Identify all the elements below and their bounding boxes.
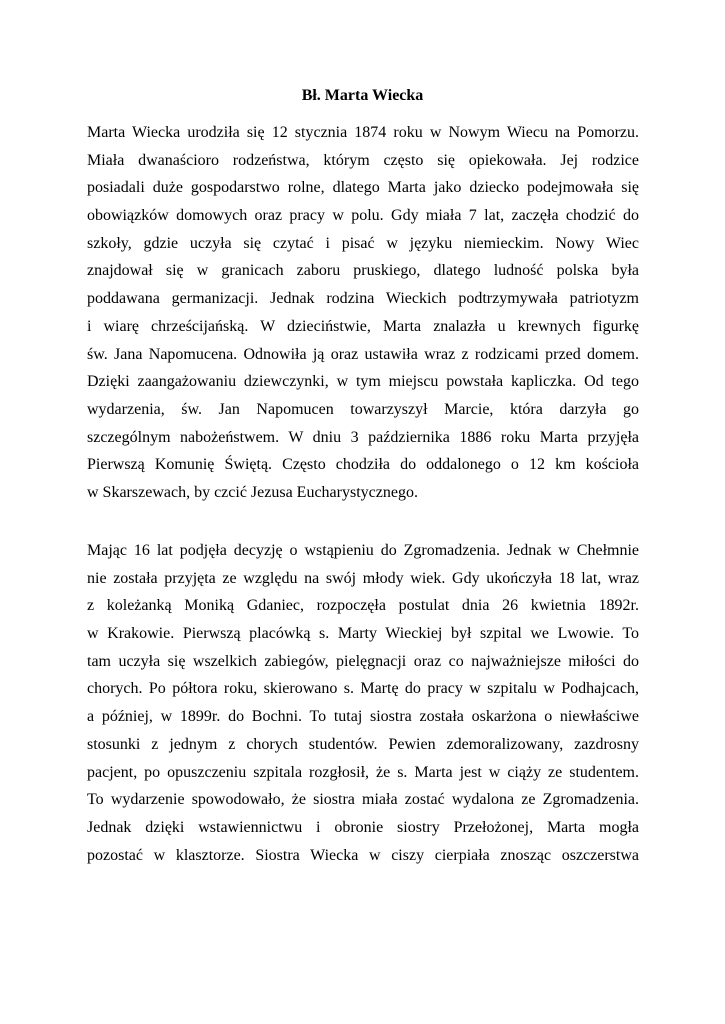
text-line: stosunki z jednym z chorych studentów. Pewien zdemoralizowany, zazdrosny (87, 735, 639, 753)
text-line: poddawana germanizacji. Jednak rodzina Wieckich podtrzymywała patriotyzm (87, 290, 639, 308)
text-line: posiadali duże gospodarstwo rolne, dlatego Marta jako dziecko podejmowała się (87, 179, 639, 197)
text-line: a później, w 1899r. do Bochni. To tutaj siostra została oskarżona o niewłaściwe (87, 708, 639, 726)
paragraph-1 (87, 119, 639, 507)
text-line: z koleżanką Moniką Gdaniec, rozpoczęła postulat dnia 26 kwietnia 1892r. (87, 597, 639, 615)
text-line: To wydarzenie spowodowało, że siostra miała zostać wydalona ze Zgromadzenia. (87, 791, 639, 809)
text-line: Jednak dzięki wstawiennictwu i obronie siostry Przełożonej, Marta mogła (87, 818, 639, 836)
text-line: szczególnym nabożeństwem. W dniu 3 października 1886 roku Marta przyjęła (87, 428, 639, 446)
paragraph-2 (87, 537, 639, 869)
text-line: w Skarszewach, by czcić Jezusa Eucharystycznego. (87, 483, 418, 501)
text-line: św. Jana Napomucena. Odnowiła ją oraz ustawiła wraz z rodzicami przed domem. (87, 345, 639, 363)
text-line: wydarzenia, św. Jan Napomucen towarzyszył Marcie, która darzyła go (87, 400, 639, 418)
text-line: obowiązków domowych oraz pracy w polu. Gdy miała 7 lat, zaczęła chodzić do (87, 207, 639, 225)
text-line: nie została przyjęta ze względu na swój młody wiek. Gdy ukończyła 18 lat, wraz (87, 569, 639, 587)
document-title: Bł. Marta Wiecka (301, 87, 424, 104)
text-line: tam uczyła się wszelkich zabiegów, pielęgnacji oraz co najważniejsze miłości do (87, 652, 639, 670)
text-line: chorych. Po półtora roku, skierowano s. Martę do pracy w szpitalu w Podhajcach, (87, 680, 639, 698)
text-line: Pierwszą Komunię Świętą. Często chodziła do oddalonego o 12 km kościoła (87, 456, 639, 474)
text-line: Marta Wiecka urodziła się 12 stycznia 1874 roku w Nowym Wiecu na Pomorzu. (87, 124, 639, 141)
text-line: pozostać w klasztorze. Siostra Wiecka w ciszy cierpiała znosząc oszczerstwa (87, 846, 639, 864)
text-line: Dzięki zaangażowaniu dziewczynki, w tym miejscu powstała kapliczka. Od tego (87, 373, 639, 391)
text-line: znajdował się w granicach zaboru pruskiego, dlatego ludność polska była (87, 262, 639, 280)
text-line: w Krakowie. Pierwszą placówką s. Marty Wieckiej był szpital we Lwowie. To (87, 625, 639, 643)
text-line: szkoły, gdzie uczyła się czytać i pisać w języku niemieckim. Nowy Wiec (87, 234, 639, 252)
text-line: pacjent, po opuszczeniu szpitala rozgłosił, że s. Marta jest w ciąży ze studentem. (87, 763, 639, 781)
text-line: Mając 16 lat podjęła decyzję o wstąpieniu do Zgromadzenia. Jednak w Chełmnie (87, 542, 639, 559)
text-line: i wiarę chrześcijańską. W dzieciństwie, Marta znalazła u krewnych figurkę (87, 317, 639, 335)
text-line: Miała dwanaścioro rodzeństwa, którym często się opiekowała. Jej rodzice (87, 151, 639, 169)
